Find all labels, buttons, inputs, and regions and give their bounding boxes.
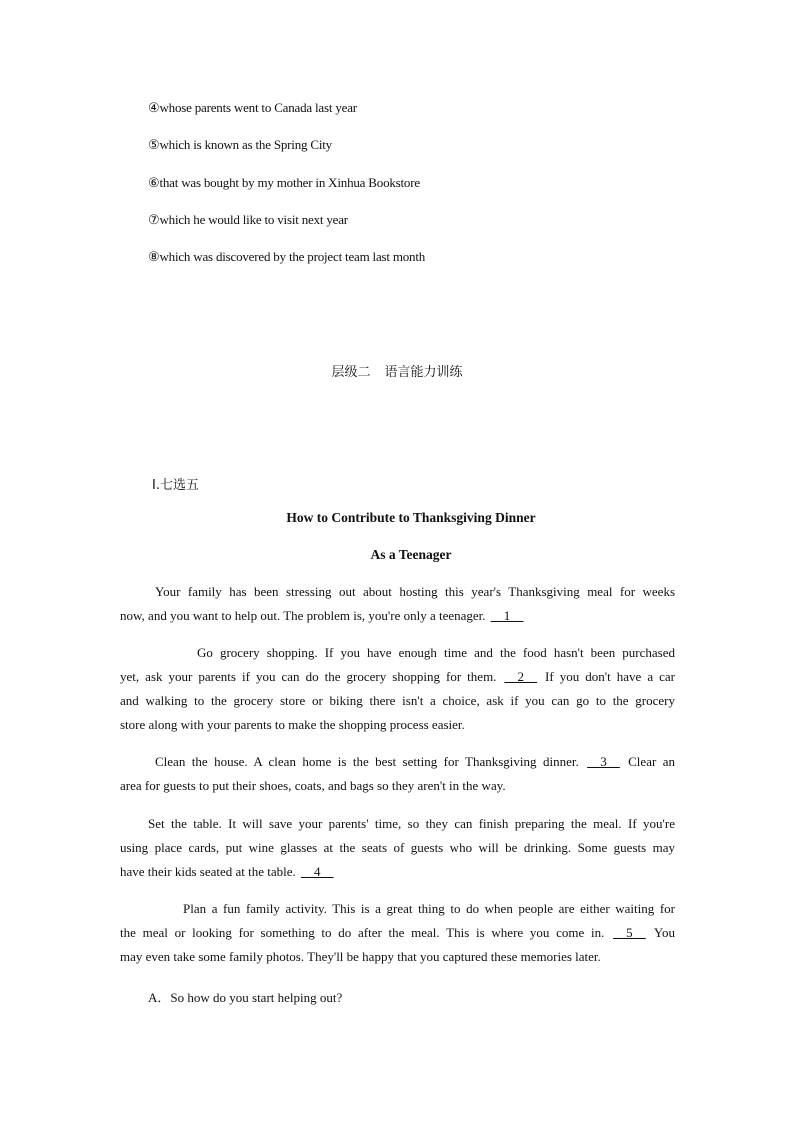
paragraph-3	[120, 750, 675, 798]
part-label: Ⅰ.七选五	[152, 478, 199, 493]
section-topic: 语言能力训练	[384, 365, 463, 380]
clause-item-8: ⑧which was discovered by the project team last month	[148, 249, 426, 264]
option-a: A．So how do you start helping out?	[148, 990, 343, 1005]
p1-text: now, and you want to help out. The problem is, you're only a teenager.	[120, 608, 486, 623]
clause-item-5: ⑤which is known as the Spring City	[148, 137, 332, 152]
p1-line2	[120, 604, 675, 628]
paragraph-2	[120, 641, 675, 737]
blank-3: __3__	[587, 754, 620, 769]
p5-line1: Plan a fun family activity. This is a great thing to do when people are either waiting for	[183, 901, 675, 916]
clause-item-7: ⑦which he would like to visit next year	[148, 212, 348, 227]
p5-line3: may even take some family photos. They'll be happy that you captured these memories later.	[120, 949, 601, 964]
blank-2: __2__	[504, 669, 537, 684]
p5-line2	[120, 921, 675, 945]
p5-text-a: the meal or looking for something to do after the meal. This is where you come in.	[120, 925, 605, 940]
p4-line2: using place cards, put wine glasses at the seats of guests who will be drinking. Some guests may	[120, 840, 675, 855]
article-title-line2: As a Teenager	[370, 547, 452, 562]
blank-5: __5__	[613, 925, 646, 940]
p3-text-a: Clean the house. A clean home is the best setting for Thanksgiving dinner.	[155, 754, 579, 769]
p3-line1	[120, 750, 675, 774]
p2-text-b: If you don't have a car	[545, 669, 676, 684]
p3-text-b: Clear an	[628, 754, 676, 769]
paragraph-5	[120, 897, 675, 969]
article-title-line1: How to Contribute to Thanksgiving Dinner	[286, 510, 536, 525]
paragraph-1	[120, 580, 675, 628]
p2-line4: store along with your parents to make the shopping process easier.	[120, 717, 465, 732]
p2-text-a: yet, ask your parents if you can do the grocery shopping for them.	[120, 669, 497, 684]
p2-line2	[120, 665, 675, 689]
blank-1: __1__	[490, 608, 524, 623]
clause-item-6: ⑥that was bought by my mother in Xinhua Bookstore	[148, 175, 420, 190]
clause-item-4: ④whose parents went to Canada last year	[148, 100, 357, 115]
section-title	[0, 361, 794, 380]
p3-line2: area for guests to put their shoes, coats, and bags so they aren't in the way.	[120, 778, 506, 793]
p2-line1: Go grocery shopping. If you have enough time and the food hasn't been purchased	[197, 645, 675, 660]
section-level: 层级二	[331, 365, 371, 380]
blank-4: __4__	[301, 864, 334, 879]
p1-line1: Your family has been stressing out about hosting this year's Thanksgiving meal for weeks	[155, 584, 675, 599]
p4-line1: Set the table. It will save your parents' time, so they can finish preparing the meal. If you're	[148, 816, 675, 831]
p4-line3	[120, 860, 675, 884]
p4-text: have their kids seated at the table.	[120, 864, 296, 879]
p2-line3: and walking to the grocery store or biking there isn't a choice, ask if you can go to the grocery	[120, 693, 675, 708]
p5-text-b: You	[653, 925, 675, 940]
paragraph-4	[120, 812, 675, 884]
